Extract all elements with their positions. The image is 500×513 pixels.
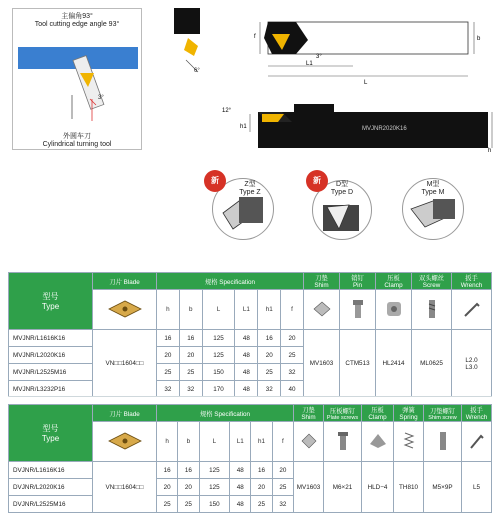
t1-pin-en: Pin xyxy=(352,282,363,289)
t1-wrench-header xyxy=(452,273,492,290)
t2-spring-cn: 弹簧 xyxy=(402,407,415,414)
t2-col-f: f xyxy=(272,422,293,462)
t2-blade-header: 刀片 Blade xyxy=(93,405,157,422)
t2-shimscrew-en: Shim screw xyxy=(428,414,457,421)
t1-r2-h1: 20 xyxy=(258,347,281,364)
t2-spec-header: 规格 Specification xyxy=(157,405,294,422)
type-z-label-en: Type Z xyxy=(239,189,261,196)
t2-col-l1: L1 xyxy=(230,422,251,462)
type-z-label-cn: Z型 xyxy=(244,181,256,188)
t1-r1-h: 16 xyxy=(157,330,180,347)
t2-r1-l: 125 xyxy=(199,462,230,479)
t2-r1-h1: 16 xyxy=(251,462,272,479)
type-z-new-badge: 新 xyxy=(204,170,226,192)
angle-3-label: 3° xyxy=(98,95,104,101)
angle-caption-en: Tool cutting edge angle 93° xyxy=(34,21,120,28)
t2-col-h1: h1 xyxy=(251,422,272,462)
t1-screw-header xyxy=(412,273,452,290)
t2-shim-screw-value: M5×9P xyxy=(424,462,462,513)
t2-row2-model: DVJNR/L2020K16 xyxy=(9,479,93,496)
t2-r3-h: 25 xyxy=(157,496,178,513)
t2-shim-en: Shim xyxy=(301,414,316,421)
dim-h1-label: h1 xyxy=(240,124,247,130)
t1-r1-h1: 16 xyxy=(258,330,281,347)
type-d-label-en: Type D xyxy=(330,189,354,196)
shim-part-icon xyxy=(294,422,324,462)
t1-r3-h1: 25 xyxy=(258,364,281,381)
t1-col-l: L xyxy=(202,290,235,330)
t1-r4-f: 40 xyxy=(281,381,304,398)
screw-part-icon xyxy=(412,290,452,330)
angle-diagram xyxy=(12,8,142,150)
t1-wrench-cn: 扳手 xyxy=(465,275,478,282)
t2-shim-cn: 刀垫 xyxy=(302,407,315,414)
dim-12-label: 12° xyxy=(222,108,232,114)
t2-spring-value: TH810 xyxy=(394,462,424,513)
t1-r4-b: 32 xyxy=(179,381,202,398)
t1-screw-cn: 双头螺丝 xyxy=(418,275,445,282)
t2-r2-f: 25 xyxy=(272,479,293,496)
t1-r1-f: 20 xyxy=(281,330,304,347)
type-d-new-badge: 新 xyxy=(306,170,328,192)
t1-shim-en: Shim xyxy=(314,282,329,289)
t1-col-h: h xyxy=(157,290,180,330)
t1-r1-l: 125 xyxy=(202,330,235,347)
dim-l1-label: L1 xyxy=(306,61,313,67)
tool-caption-cn: 外圆车刀 xyxy=(63,133,91,140)
t1-pin-value: CTM513 xyxy=(340,330,376,398)
blade-vn-icon xyxy=(105,297,145,321)
t2-plate-screw-value: M6×21 xyxy=(324,462,362,513)
type-m-label-cn: M型 xyxy=(426,181,440,188)
t1-r3-h: 25 xyxy=(157,364,180,381)
t1-blade-header: 刀片 Blade xyxy=(93,273,157,290)
t2-shim-value: MV1603 xyxy=(294,462,324,513)
pin-part-icon xyxy=(340,290,376,330)
t1-r2-h: 20 xyxy=(157,347,180,364)
t2-r2-l: 125 xyxy=(199,479,230,496)
t2-wrench-header xyxy=(462,405,492,422)
t1-shim-cn: 刀垫 xyxy=(315,275,328,282)
t2-wrench-cn: 扳手 xyxy=(470,407,483,414)
t1-r2-l1: 48 xyxy=(235,347,258,364)
tool-marking: MVJNR2020K16 xyxy=(362,126,407,132)
t1-col-h1: h1 xyxy=(258,290,281,330)
dim-l-label: L xyxy=(364,80,368,86)
t1-r2-l: 125 xyxy=(202,347,235,364)
plate-screw-part-icon xyxy=(324,422,362,462)
t1-wrench-2: L3.0 xyxy=(465,363,478,371)
t2-ps-header xyxy=(324,405,362,422)
t1-row4-model: MVJNR/L3232P16 xyxy=(9,381,93,398)
t2-wrench-value: L5 xyxy=(462,462,492,513)
table-row xyxy=(9,330,492,347)
t2-r3-f: 32 xyxy=(272,496,293,513)
t1-clamp-header xyxy=(376,273,412,290)
t1-shim-header xyxy=(304,273,340,290)
dim-b-label: b xyxy=(477,36,481,42)
t2-col-l: L xyxy=(199,422,230,462)
t1-model-en: Type xyxy=(41,302,60,311)
t2-r1-f: 20 xyxy=(272,462,293,479)
t2-blade-image xyxy=(93,422,157,462)
wrench-part-icon xyxy=(462,422,492,462)
t2-r2-b: 20 xyxy=(178,479,199,496)
clamp-part-icon xyxy=(376,290,412,330)
t2-shimscrew-header xyxy=(424,405,462,422)
t2-r1-h: 16 xyxy=(157,462,178,479)
angle-caption-cn: 主偏角93° xyxy=(61,13,93,20)
t1-row2-model: MVJNR/L2020K16 xyxy=(9,347,93,364)
type-m-label-en: Type M xyxy=(421,189,445,196)
dim-3-label: 3° xyxy=(316,54,322,60)
dim-f-label: f xyxy=(254,34,256,40)
t2-shim-header xyxy=(294,405,324,422)
section-divider xyxy=(8,396,492,402)
t1-wrench-1: L2.0 xyxy=(465,356,478,364)
tool-side-view xyxy=(212,92,497,154)
t1-blade-image xyxy=(93,290,157,330)
t1-pin-cn: 销钉 xyxy=(351,275,364,282)
tool-dimension-drawing xyxy=(168,4,488,86)
t2-spring-en: Spring xyxy=(399,414,418,421)
dvjn-spec-table xyxy=(8,404,492,513)
t1-clamp-en: Clamp xyxy=(384,282,403,289)
t2-blade-value: VN□□1604□□ xyxy=(93,462,157,513)
tool-caption-en: Cylindrical turning tool xyxy=(42,141,112,148)
t1-blade-value: VN□□1604□□ xyxy=(93,330,157,398)
t2-r2-h: 20 xyxy=(157,479,178,496)
t1-row3-model: MVJNR/L2525M16 xyxy=(9,364,93,381)
t1-shim-value: MV1603 xyxy=(304,330,340,398)
t1-col-l1: L1 xyxy=(235,290,258,330)
t1-r4-h1: 32 xyxy=(258,381,281,398)
t1-row1-model: MVJNR/L1616K16 xyxy=(9,330,93,347)
type-d-label-cn: D型 xyxy=(335,181,349,188)
blade-vn-icon xyxy=(105,429,145,453)
t2-clamp-header xyxy=(362,405,394,422)
shim-screw-part-icon xyxy=(424,422,462,462)
t1-clamp-cn: 压板 xyxy=(387,275,400,282)
t1-col-b: b xyxy=(179,290,202,330)
t1-r1-l1: 48 xyxy=(235,330,258,347)
t1-col-f: f xyxy=(281,290,304,330)
t2-r3-l: 150 xyxy=(199,496,230,513)
t1-model-header xyxy=(9,273,93,330)
dim-h-label: h xyxy=(488,148,492,154)
t2-r2-h1: 20 xyxy=(251,479,272,496)
t2-ps-en: Plate screws xyxy=(326,414,359,421)
spring-part-icon xyxy=(394,422,424,462)
wrench-part-icon xyxy=(452,290,492,330)
t1-screw-en: Screw xyxy=(422,282,441,289)
t2-model-en: Type xyxy=(41,434,60,443)
t1-r3-l1: 48 xyxy=(235,364,258,381)
t2-clamp-value: HLD−4 xyxy=(362,462,394,513)
clamp-part-icon xyxy=(362,422,394,462)
t1-r1-b: 16 xyxy=(179,330,202,347)
t1-wrench-value xyxy=(452,330,492,398)
t2-col-b: b xyxy=(178,422,199,462)
t2-r3-b: 25 xyxy=(178,496,199,513)
mvjn-spec-table xyxy=(8,272,492,398)
t1-r4-h: 32 xyxy=(157,381,180,398)
t2-clamp-en: Clamp xyxy=(368,414,387,421)
t2-r1-b: 16 xyxy=(178,462,199,479)
t2-r3-l1: 48 xyxy=(230,496,251,513)
dim-6-label: 6° xyxy=(194,68,200,74)
t2-model-header xyxy=(9,405,93,462)
t2-spring-header xyxy=(394,405,424,422)
t2-row1-model: DVJNR/L1616K16 xyxy=(9,462,93,479)
t1-r4-l1: 48 xyxy=(235,381,258,398)
t2-row3-model: DVJNR/L2525M16 xyxy=(9,496,93,513)
t1-r2-f: 25 xyxy=(281,347,304,364)
t1-pin-header xyxy=(340,273,376,290)
t2-clamp-cn: 压板 xyxy=(371,407,384,414)
t1-spec-header: 规格 Specification xyxy=(157,273,304,290)
t1-model-cn: 型号 xyxy=(42,292,59,301)
t2-ps-cn: 压板螺钉 xyxy=(329,407,356,415)
t1-r3-l: 150 xyxy=(202,364,235,381)
t2-r3-h1: 25 xyxy=(251,496,272,513)
t2-model-cn: 型号 xyxy=(42,424,59,433)
t1-r4-l: 170 xyxy=(202,381,235,398)
t2-r2-l1: 48 xyxy=(230,479,251,496)
t1-clamp-value: HL2414 xyxy=(376,330,412,398)
t1-r3-b: 25 xyxy=(179,364,202,381)
t2-wrench-en: Wrench xyxy=(465,414,488,421)
t2-col-h: h xyxy=(157,422,178,462)
angle-sketch xyxy=(18,33,138,131)
t1-r3-f: 32 xyxy=(281,364,304,381)
t2-r1-l1: 48 xyxy=(230,462,251,479)
t1-wrench-en: Wrench xyxy=(460,282,483,289)
t1-r2-b: 20 xyxy=(179,347,202,364)
shim-part-icon xyxy=(304,290,340,330)
t2-shimscrew-cn: 刀垫螺钉 xyxy=(429,407,456,415)
table-row xyxy=(9,462,492,479)
t1-screw-value: ML0625 xyxy=(412,330,452,398)
